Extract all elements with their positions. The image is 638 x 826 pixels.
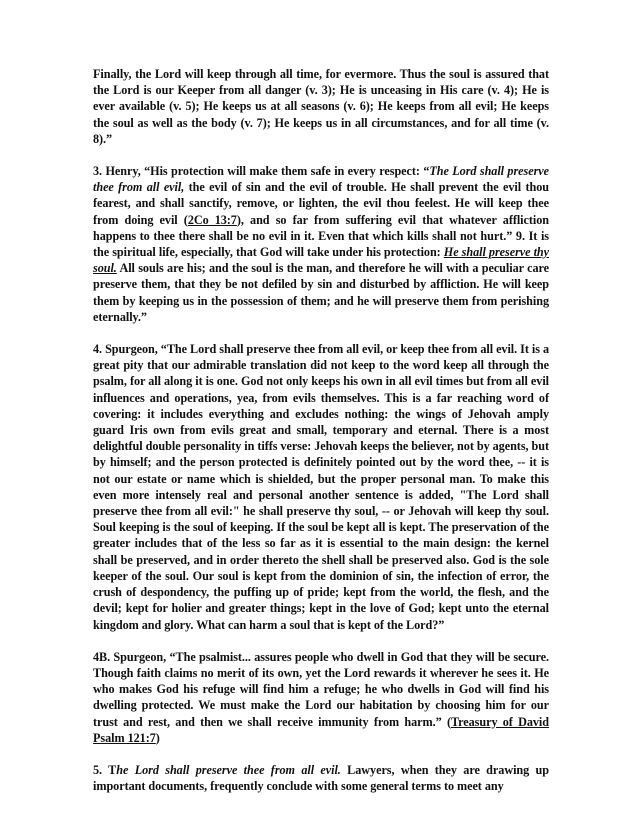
paragraph-2-tail: All souls are his; and the soul is the man, and therefore he will with a peculiar care preserve them, that they be not defiled by sin and disturbed by affliction. He will keep them by keeping us in the possession of them; and he will preserve them from perishing eternally.” [93,261,549,324]
psalm-121-7-link[interactable]: Psalm 121:7 [93,730,156,745]
scripture-ref-link[interactable]: 2Co_13:7 [187,212,237,227]
paragraph-1-text: Finally, the Lord will keep through all time, for evermore. Thus the soul is assured that the Lord is our Keeper from all danger (v. 3); He is unceasing in His care (v. 4); He is ever available (v. 5); He keeps us at all seasons (v. 6); He keeps from all evil; He keeps the soul as well as the body (v. 7); He keeps us in all circumstances, and for all time (v. 8).” [93,67,549,146]
paragraph-1 [93,66,549,147]
paragraph-4 [93,649,549,746]
paragraph-2 [93,163,549,325]
paragraph-3 [93,341,549,633]
paragraph-2-mid-1: the evil of sin and the evil of trouble. He shall prevent the evil thou fearest, and shall sanctify, remove, or lighten, the evil thou feelest. He will keep thee from doing evil ( [93,180,549,227]
paren-open: ( [446,714,451,729]
paragraph-4-text: 4B. Spurgeon, “The psalmist... assures people who dwell in God that they will be secure. Though faith claims no merit of its own, yet the Lord rewards it wherever he sees it. He who makes God his refuge will find him a refuge; he who dwells in God will find his dwelling protected. We must make the Lord our habitation by choosing him for our trust and rest, and then we shall receive immunity from harm.” [93,649,549,729]
paragraph-2-lead: 3. Henry, “His protection will make them safe in every respect: “ [93,164,430,179]
paragraph-5-tail: Lawyers, when they are drawing up important documents, frequently conclude with some general terms to meet any [93,762,549,794]
document-page [93,66,549,794]
paragraph-5 [93,762,549,794]
treasury-of-david-link[interactable]: Treasury of David [450,714,549,729]
paren-close: ) [155,730,160,745]
paragraph-5-lead: 5. T [93,762,117,777]
paragraph-2-italic: He shall preserve thy soul. [93,245,549,276]
paragraph-2-quote: The Lord shall preserve thee from all evil, [93,164,549,195]
paragraph-3-text: 4. Spurgeon, “The Lord shall preserve thee from all evil, or keep thee from all evil. It is a great pity that our admirable translation did not keep to the word keep all through the psalm, for all along it is one. God not only keeps his own in all evil times but from all evil influences and operations, yea, from evils themselves. This is a far reaching word of covering: it includes everything and excludes nothing: the wings of Jehovah amply guard Iris own from evils great and small, temporary and eternal. There is a most delightful double personality in tiffs verse: Jehovah keeps the believer, not by agents, but by himself; and the person protected is definitely pointed out by the word thee, -- it is not our estate or name which is shielded, but the proper personal man. To make this even more intensely real and personal another sentence is added, "The Lord shall preserve thee from all evil:" he shall preserve thy soul, -- or Jehovah will keep thy soul. Soul keeping is the soul of keeping. If the soul be kept all is kept. The preservation of the greater includes that of the less so far as it is essential to the main design: the kernel shall be preserved, and in order thereto the shell shall be preserved also. God is the sole keeper of the soul. Our soul is kept from the dominion of sin, the infection of error, the crush of despondency, the puffing up of pride; kept from the world, the flesh, and the devil; kept for holier and greater things; kept in the love of God; kept unto the eternal kingdom and glory. What can harm a soul that is kept of the Lord?” [93,342,549,632]
paragraph-2-mid-2: ), and so far from suffering evil that whatever affliction happens to thee there shall be no evil in it. Even that which kills shall not hurt.” 9. It is the spiritual life, especially, that God will take under his protection: [93,212,549,260]
paragraph-5-italic: he Lord shall preserve thee from all evil. [116,762,341,777]
